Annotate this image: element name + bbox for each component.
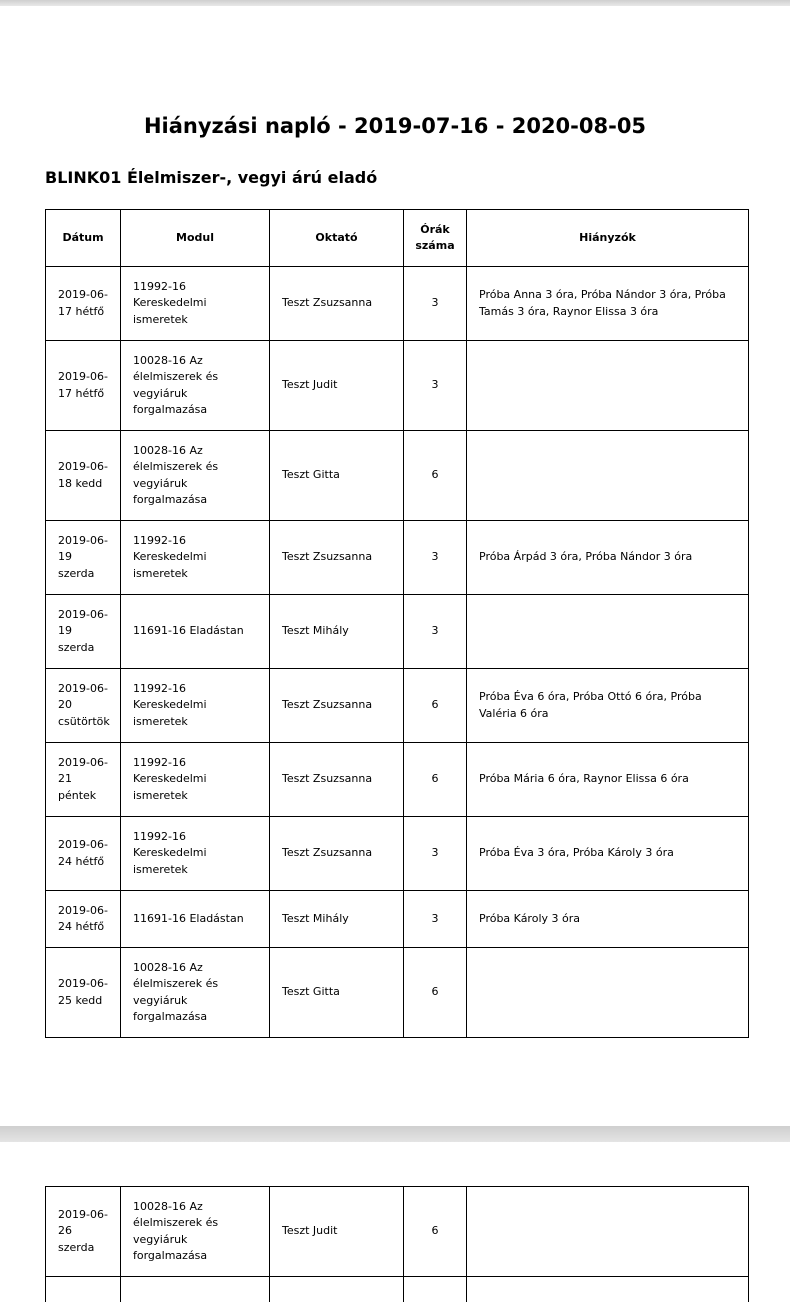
header-date: Dátum bbox=[46, 210, 121, 267]
absence-log-table-continued bbox=[45, 1186, 749, 1302]
table-row bbox=[46, 1277, 749, 1302]
cell-date: 2019-06-20 csütörtök bbox=[46, 669, 121, 743]
table-row bbox=[46, 431, 749, 521]
document-page-1 bbox=[0, 6, 790, 1126]
cell-date: 2019-06-24 hétfő bbox=[46, 817, 121, 891]
class-subtitle: BLINK01 Élelmiszer-, vegyi árú eladó bbox=[45, 168, 377, 187]
cell-hours bbox=[404, 1277, 467, 1302]
header-module: Modul bbox=[121, 210, 270, 267]
cell-module: 11992-16 Kereskedelmi ismeretek bbox=[121, 669, 270, 743]
table-row bbox=[46, 341, 749, 431]
table-row bbox=[46, 817, 749, 891]
cell-teacher: Teszt Zsuzsanna bbox=[270, 521, 404, 595]
table-row bbox=[46, 521, 749, 595]
cell-date: 2019-06-25 kedd bbox=[46, 948, 121, 1038]
cell-teacher: Teszt Judit bbox=[270, 1187, 404, 1277]
cell-teacher: Teszt Zsuzsanna bbox=[270, 669, 404, 743]
cell-teacher: Teszt Zsuzsanna bbox=[270, 817, 404, 891]
cell-hours: 6 bbox=[404, 948, 467, 1038]
cell-module: 11691-16 Eladástan bbox=[121, 595, 270, 669]
cell-absentees bbox=[467, 1277, 749, 1302]
cell-absentees: Próba Éva 3 óra, Próba Károly 3 óra bbox=[467, 817, 749, 891]
cell-date: 2019-06-17 hétfő bbox=[46, 341, 121, 431]
table-row bbox=[46, 743, 749, 817]
cell-absentees bbox=[467, 948, 749, 1038]
cell-absentees bbox=[467, 431, 749, 521]
table-row bbox=[46, 669, 749, 743]
cell-absentees: Próba Éva 6 óra, Próba Ottó 6 óra, Próba Valéria 6 óra bbox=[467, 669, 749, 743]
absence-log-table bbox=[45, 209, 749, 1038]
cell-date: 2019-06-18 kedd bbox=[46, 431, 121, 521]
cell-module: 11992-16 Kereskedelmi ismeretek bbox=[121, 521, 270, 595]
cell-module: 11992-16 Kereskedelmi ismeretek bbox=[121, 267, 270, 341]
page-separator bbox=[0, 1126, 790, 1142]
cell-module: 10028-16 Az élelmiszerek és vegyiáruk forgalmazása bbox=[121, 1187, 270, 1277]
table-row bbox=[46, 948, 749, 1038]
cell-hours: 6 bbox=[404, 1187, 467, 1277]
cell-absentees: Próba Anna 3 óra, Próba Nándor 3 óra, Próba Tamás 3 óra, Raynor Elissa 3 óra bbox=[467, 267, 749, 341]
table-row bbox=[46, 891, 749, 948]
document-title: Hiányzási napló - 2019-07-16 - 2020-08-05 bbox=[0, 114, 790, 138]
cell-teacher: Teszt Mihály bbox=[270, 891, 404, 948]
cell-hours: 6 bbox=[404, 743, 467, 817]
cell-hours: 3 bbox=[404, 521, 467, 595]
cell-hours: 3 bbox=[404, 595, 467, 669]
cell-hours: 6 bbox=[404, 431, 467, 521]
cell-module: 11992-16 Kereskedelmi ismeretek bbox=[121, 743, 270, 817]
cell-module: 10028-16 Az élelmiszerek és vegyiáruk forgalmazása bbox=[121, 341, 270, 431]
table-row bbox=[46, 267, 749, 341]
cell-absentees: Próba Károly 3 óra bbox=[467, 891, 749, 948]
cell-module: 10028-16 Az élelmiszerek és vegyiáruk forgalmazása bbox=[121, 948, 270, 1038]
cell-teacher: Teszt Zsuzsanna bbox=[270, 743, 404, 817]
cell-absentees bbox=[467, 595, 749, 669]
cell-hours: 3 bbox=[404, 817, 467, 891]
cell-absentees bbox=[467, 1187, 749, 1277]
cell-date: 2019-06-19 szerda bbox=[46, 521, 121, 595]
cell-date: 2019-06-17 hétfő bbox=[46, 267, 121, 341]
cell-hours: 6 bbox=[404, 669, 467, 743]
table-header-row bbox=[46, 210, 749, 267]
header-absentees: Hiányzók bbox=[467, 210, 749, 267]
cell-absentees: Próba Mária 6 óra, Raynor Elissa 6 óra bbox=[467, 743, 749, 817]
cell-teacher: Teszt Gitta bbox=[270, 431, 404, 521]
cell-hours: 3 bbox=[404, 267, 467, 341]
table-row bbox=[46, 1187, 749, 1277]
cell-module bbox=[121, 1277, 270, 1302]
cell-teacher: Teszt Zsuzsanna bbox=[270, 267, 404, 341]
cell-date: 2019-06-24 hétfő bbox=[46, 891, 121, 948]
cell-date: 2019-06-26 szerda bbox=[46, 1187, 121, 1277]
cell-hours: 3 bbox=[404, 341, 467, 431]
cell-module: 11691-16 Eladástan bbox=[121, 891, 270, 948]
cell-absentees bbox=[467, 341, 749, 431]
table-row bbox=[46, 595, 749, 669]
cell-hours: 3 bbox=[404, 891, 467, 948]
cell-module: 10028-16 Az élelmiszerek és vegyiáruk forgalmazása bbox=[121, 431, 270, 521]
cell-absentees: Próba Árpád 3 óra, Próba Nándor 3 óra bbox=[467, 521, 749, 595]
cell-date: 2019-06-21 péntek bbox=[46, 743, 121, 817]
cell-teacher: Teszt Mihály bbox=[270, 595, 404, 669]
cell-date: 2019-06-19 szerda bbox=[46, 595, 121, 669]
cell-teacher: Teszt Gitta bbox=[270, 948, 404, 1038]
cell-date bbox=[46, 1277, 121, 1302]
cell-teacher: Teszt Judit bbox=[270, 341, 404, 431]
header-teacher: Oktató bbox=[270, 210, 404, 267]
document-page-2 bbox=[0, 1142, 790, 1302]
header-hours: Órák száma bbox=[404, 210, 467, 267]
cell-teacher bbox=[270, 1277, 404, 1302]
cell-module: 11992-16 Kereskedelmi ismeretek bbox=[121, 817, 270, 891]
